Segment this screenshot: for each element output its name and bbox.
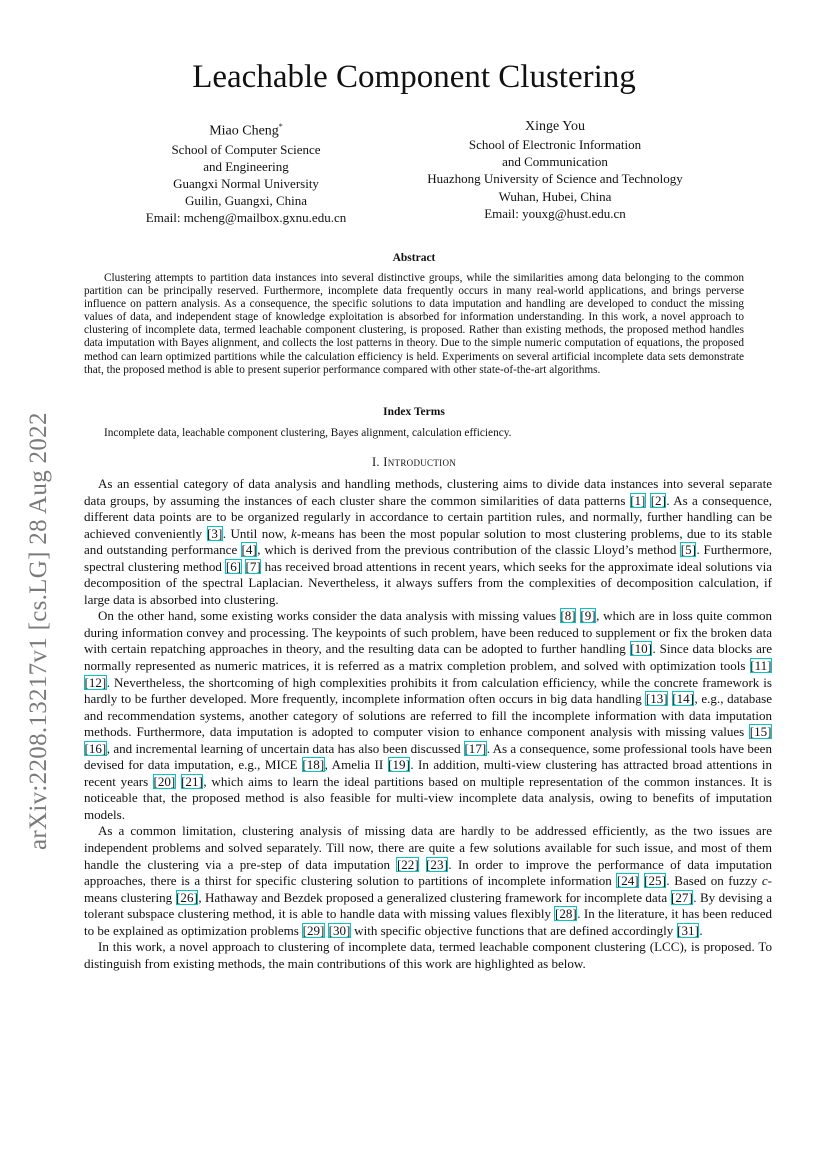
math-variable: k — [291, 525, 297, 541]
text-run — [419, 857, 425, 872]
citation-link[interactable]: [23] — [426, 856, 448, 872]
text-run: . By devising a tolerant subspace clustering method, it is able to handle data with missing values flexibly — [84, 889, 772, 922]
intro-paragraph — [84, 823, 772, 939]
text-run: . Based on fuzzy — [666, 873, 762, 889]
text-run: . In addition, multi-view clustering has attracted broad attentions in recent years — [84, 757, 772, 789]
citation-link[interactable]: [6] — [225, 558, 242, 574]
author-2-affiliation-line: Huazhong University of Science and Technology — [427, 171, 683, 187]
author-1-email: Email: mcheng@mailbox.gxnu.edu.cn — [145, 210, 347, 226]
author-block — [0, 118, 828, 228]
author-2-affiliation-line: Wuhan, Hubei, China — [498, 188, 612, 204]
text-run: . As a consequence, some professional tools have been devised for data imputation, e.g., MICE — [84, 740, 772, 773]
text-run: has received broad attentions in recent years, which seeks for the approximate ideal solutions via decomposition of the spectral Laplacian. Nevertheless, it always suffers from the complexities of decomposition calculation, if large data is absorbed into clustering. — [84, 558, 772, 607]
text-run — [639, 873, 644, 888]
citation-link[interactable]: [16] — [84, 740, 107, 756]
paper-title: Leachable Component Clustering — [192, 59, 636, 95]
text-run: . In the literature, it has been reduced to be explained as optimization problems — [84, 906, 773, 938]
text-run: , which aims to learn the ideal partitions based on multiple representation of the common instances. It is noticeable that, the proposed method is also feasible for multi-view incomplete data analysis, owing to benefits of imputation models. — [84, 773, 772, 822]
author-1-affiliation-line: Guilin, Guangxi, China — [184, 193, 308, 209]
citation-link[interactable]: [7] — [245, 558, 261, 574]
citation-link[interactable]: [18] — [302, 757, 325, 773]
citation-link[interactable]: [2] — [650, 492, 666, 508]
citation-link[interactable]: [17] — [464, 740, 487, 756]
text-run: -means clustering — [84, 873, 772, 905]
citation-link[interactable]: [12] — [84, 674, 107, 690]
citation-link[interactable]: [10] — [630, 641, 652, 657]
text-run: , and incremental learning of uncertain data has also been discussed — [106, 740, 464, 756]
math-variable: c — [761, 873, 768, 889]
citation-link[interactable]: [15] — [749, 724, 772, 740]
text-run: . In order to improve the performance of data imputation approaches, there is a thirst for specific clustering solution to partitions of incomplete information — [84, 856, 772, 889]
citation-link[interactable]: [19] — [388, 757, 410, 773]
author-1-name: Miao Cheng — [209, 123, 279, 139]
text-run: , e.g., database and recommendation systems, another category of solutions are referred to fill the incomplete information with data imputation methods. Furthermore, data imputation is adopted to computer vision to enhance component analysis with missing values — [84, 691, 772, 740]
author-1-affiliation-line: and Engineering — [203, 158, 289, 174]
author-2-affiliation-line: School of Electronic Information — [468, 137, 642, 152]
text-run: In this work, a novel approach to clustering of incomplete data, termed leachable component clustering (LCC), is proposed. To distinguish from existing methods, the main contributions of this work are highlighted as below. — [84, 939, 772, 971]
author-2-name: Xinge You — [525, 119, 585, 134]
citation-link[interactable]: [30] — [328, 922, 351, 938]
citation-link[interactable]: [28] — [554, 906, 577, 922]
citation-link[interactable]: [26] — [176, 889, 198, 905]
section-title: Introduction — [383, 455, 457, 469]
citation-link[interactable]: [13] — [645, 691, 668, 707]
citation-link[interactable]: [5] — [680, 542, 696, 558]
citation-link[interactable]: [31] — [677, 922, 699, 938]
citation-link[interactable]: [22] — [396, 856, 419, 872]
citation-link[interactable]: [11] — [750, 658, 772, 674]
author-1-affiliation-line: Guangxi Normal University — [173, 176, 319, 192]
text-run: . Nevertheless, the shortcoming of high complexities prohibits it from calculation efficiency, while the concrete framework is hardly to be further developed. More frequently, incomplete information often occurs in big data handling — [84, 674, 772, 707]
citation-link[interactable]: [9] — [580, 608, 596, 624]
index-terms-text: Incomplete data, leachable component clustering, Bayes alignment, calculation efficiency. — [104, 427, 512, 439]
section-number: I. — [371, 455, 380, 469]
text-run — [176, 774, 181, 789]
section-heading — [0, 455, 828, 470]
author-1-corresponding-mark: * — [278, 122, 283, 131]
abstract-text: Clustering attempts to partition data instances into several distinctive groups, while the similarities among data belonging to the common partition can be principally reserved. Furthermore, incomplete data frequently occurs in many real-world applications, and brings perverse influence on pattern analysis. As a consequence, the specific solutions to data imputation and handling are developed to conduct the missing values of data, and independent stage of knowledge exploitation is absorbed for information understanding. In this work, a novel approach to clustering of incomplete data, termed leachable component clustering, is proposed. Rather than existing methods, the proposed method handles data imputation with Bayes alignment, and collects the lost patterns in theory. Due to the simple numeric computation of equations, the proposed method can learn optimized partitions while the calculation efficiency is held. Experiments on several artificial incomplete data sets demonstrate that, the proposed method is able to present superior performance compared with other state-of-the-art algorithms. — [84, 272, 744, 376]
abstract-heading: Abstract — [392, 252, 436, 264]
author-1-affiliation-line: School of Computer Science — [171, 141, 321, 157]
citation-link[interactable]: [14] — [672, 691, 694, 707]
text-run: , which are in loss quite common during information convey and processing. The keypoints of such problem, have been reduced to supplement or fix the broken data with certain repatching approaches in theory, and the resulting data can be adopted to further handling — [84, 608, 773, 657]
text-run: As an essential category of data analysis and handling methods, clustering aims to divide data instances into several separate data groups, by assuming the instances of each cluster share the common similarities of data patterns — [84, 476, 772, 508]
arxiv-identifier: arXiv:2208.13217v1 [cs.LG] 28 Aug 2022 — [25, 412, 52, 850]
text-run: . Furthermore, spectral clustering method — [84, 542, 772, 574]
text-run: -means has been the most popular solution to most clustering problems, due to its stable and outstanding performance — [84, 525, 772, 558]
author-2 — [405, 118, 705, 222]
citation-link[interactable]: [24] — [616, 873, 639, 889]
citation-link[interactable]: [29] — [302, 922, 325, 938]
citation-link[interactable]: [8] — [560, 608, 576, 624]
citation-link[interactable]: [4] — [241, 542, 257, 558]
introduction-body — [84, 476, 772, 972]
text-run: On the other hand, some existing works consider the data analysis with missing values — [98, 608, 560, 624]
text-run: . Until now, — [222, 525, 291, 541]
text-run: . As a consequence, different data points are to be organized regularly in accordance to certain partition rules, and normally, further handling can be achieved conveniently — [84, 492, 773, 541]
citation-link[interactable]: [21] — [181, 773, 203, 789]
author-2-email: Email: youxg@hust.edu.cn — [484, 205, 626, 221]
author-1 — [118, 118, 374, 227]
intro-paragraph — [84, 476, 772, 608]
text-run: . — [699, 922, 703, 938]
text-run: , which is derived from the previous contribution of the classic Lloyd’s method — [257, 542, 681, 558]
citation-link[interactable]: [1] — [630, 492, 646, 508]
text-run: . Since data blocks are normally represented as numeric matrices, it is referred as a matrix completion problem, and solved with optimization tools — [84, 641, 772, 674]
author-2-affiliation-line: and Communication — [502, 154, 608, 170]
index-terms-heading: Index Terms — [383, 406, 445, 418]
text-run: As a common limitation, clustering analysis of missing data are hardly to be addressed efficiently, as the two issues are independent problems and solved separately. Till now, there are quite a few solutions available for such issue, and most of them handle the clustering via a pre-step of data imputation — [84, 823, 772, 872]
citation-link[interactable]: [20] — [153, 773, 176, 789]
citation-link[interactable]: [3] — [207, 525, 223, 541]
citation-link[interactable]: [27] — [671, 889, 693, 905]
citation-link[interactable]: [25] — [644, 873, 666, 889]
text-run: , Hathaway and Bezdek proposed a generalized clustering framework for incomplete data — [198, 889, 671, 905]
text-run: , Amelia II — [324, 757, 388, 773]
text-run: with specific objective functions that are defined accordingly — [350, 922, 677, 938]
intro-paragraph — [84, 939, 772, 972]
intro-paragraph — [84, 608, 772, 823]
